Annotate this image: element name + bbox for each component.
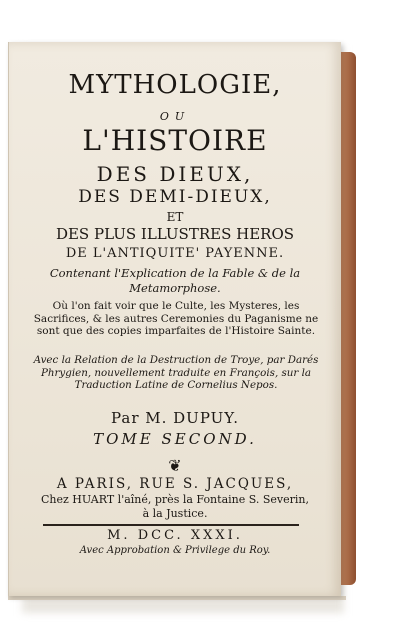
page-bottom-edge xyxy=(8,596,346,600)
title-page xyxy=(8,42,341,596)
imprint-line-2: Chez HUART l'aîné, près la Fontaine S. Severin, xyxy=(40,493,309,506)
imprint-line-1: A PARIS, RUE S. JACQUES, xyxy=(56,476,294,492)
title-line-mythologie: MYTHOLOGIE, xyxy=(68,70,282,100)
title-line-antiquite: DE L'ANTIQUITE' PAYENNE. xyxy=(65,246,285,261)
volume-line: TOME SECOND. xyxy=(93,430,257,448)
imprint-line-3: à la Justice. xyxy=(142,507,208,520)
imprint-rule xyxy=(43,524,299,526)
author-line: Par M. DUPUY. xyxy=(110,409,240,427)
subtitle-line-1: Contenant l'Explication de la Fable & de la xyxy=(49,266,301,280)
title-line-histoire: L'HISTOIRE xyxy=(82,124,268,157)
printer-ornament-icon: ❦ xyxy=(168,456,182,475)
relation-paragraph: Avec la Relation de la Destruction de Troye, par Darés Phrygien, nouvellement traduite en François, sur la Traduction Latine de Cornelius Nepos. xyxy=(33,354,319,391)
title-line-demi-dieux: DES DEMI-DIEUX, xyxy=(78,187,272,207)
description-paragraph: Où l'on fait voir que le Culte, les Mysteres, les Sacrifices, & les autres Ceremonies du Paganisme ne sont que des copies imparfaites de l'Histoire Sainte. xyxy=(33,300,319,337)
title-line-et: ET xyxy=(166,210,184,224)
title-line-heros: DES PLUS ILLUSTRES HEROS xyxy=(55,225,295,243)
title-line-dieux: DES DIEUX, xyxy=(96,162,254,186)
approbation-line: Avec Approbation & Privilege du Roy. xyxy=(79,545,271,556)
subtitle-line-2: Metamorphose. xyxy=(129,281,221,295)
publication-date: M. DCC. XXXI. xyxy=(107,528,243,543)
title-line-ou: OU xyxy=(159,110,191,123)
